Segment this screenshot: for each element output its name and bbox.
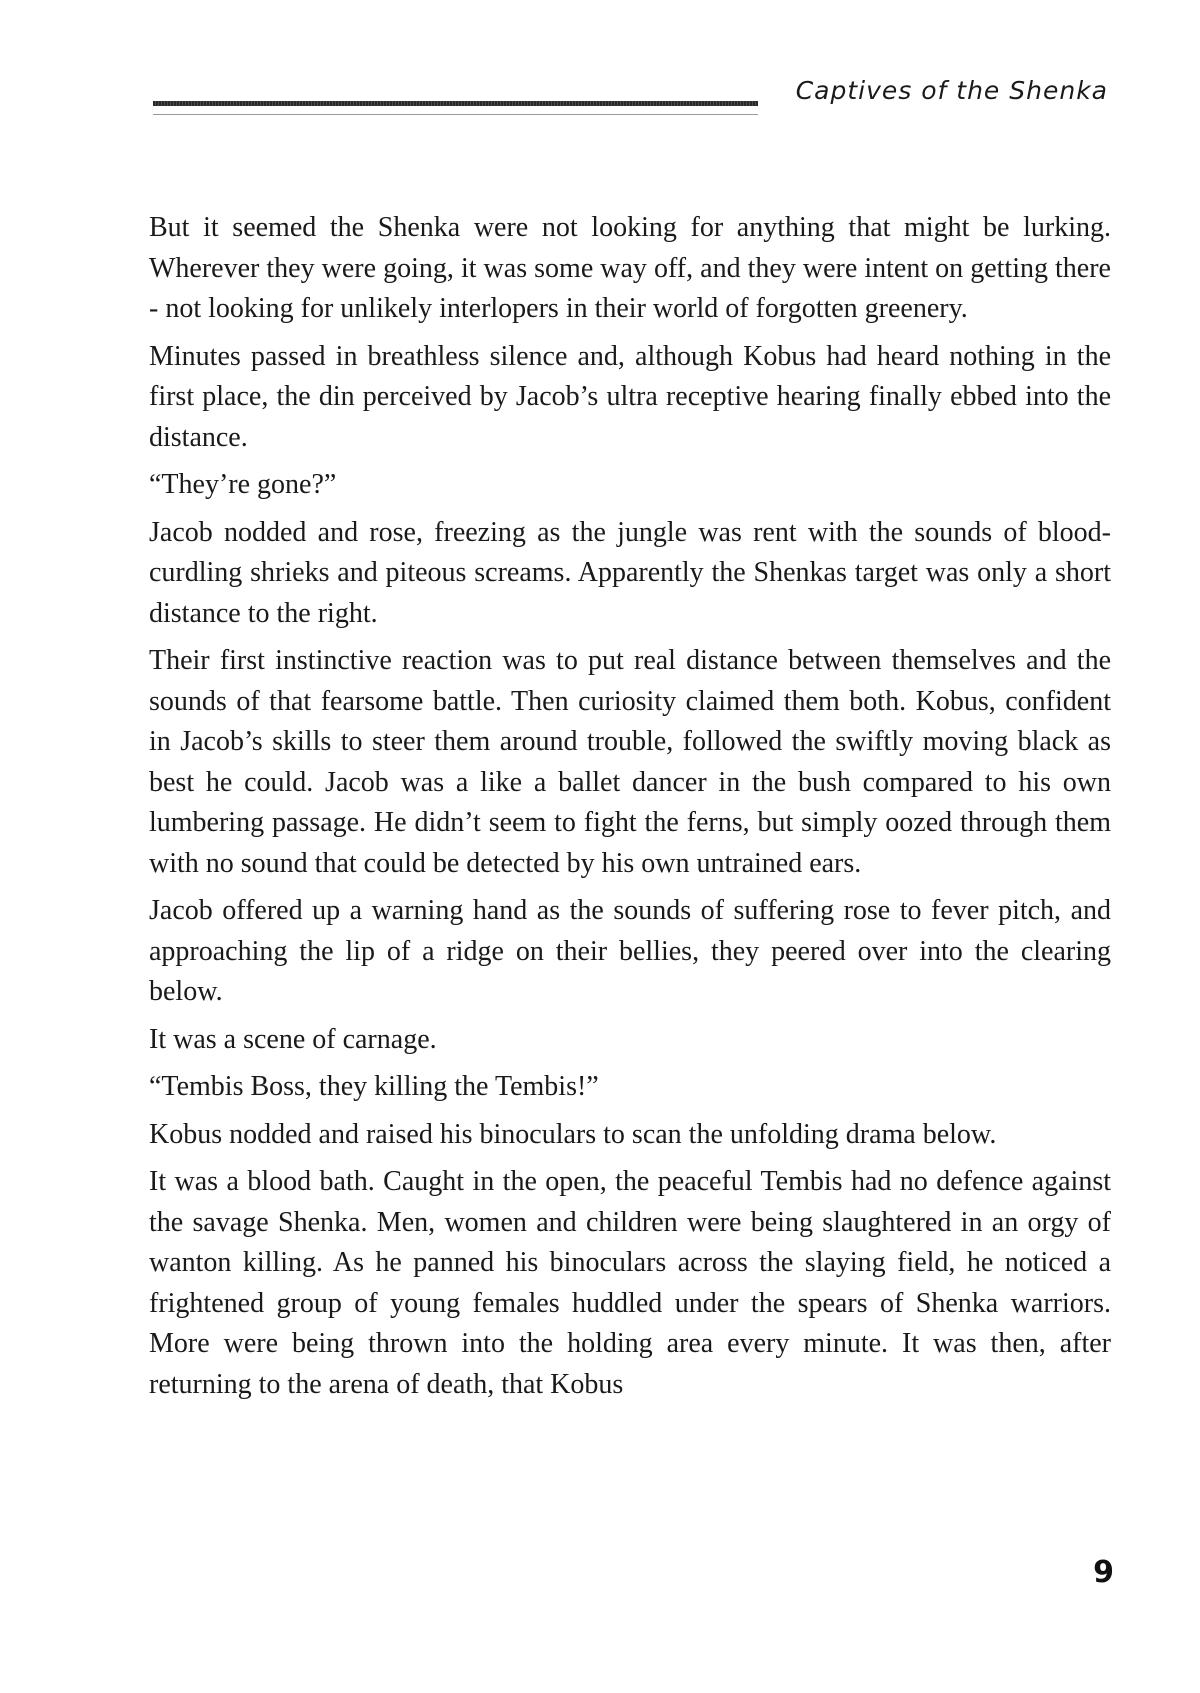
paragraph: “They’re gone?”	[149, 469, 337, 500]
paragraph: Minutes passed in breathless silence and, although Kobus had heard nothing in the first place, the din perceived by Jacob’s ultra receptive hearing finally ebbed into the distance.	[149, 340, 1111, 453]
page-number: 9	[1093, 1555, 1114, 1590]
paragraph: “Tembis Boss, they killing the Tembis!”	[149, 1071, 599, 1102]
paragraph: Jacob offered up a warning hand as the sounds of suffering rose to fever pitch, and approaching the lip of a ridge on their bellies, they peered over into the clearing below.	[149, 895, 1111, 1007]
paragraph: Kobus nodded and raised his binoculars to scan the unfolding drama below.	[149, 1118, 997, 1150]
header-rule-underline	[153, 114, 758, 115]
paragraph: It was a scene of carnage.	[149, 1023, 437, 1055]
paragraph: Their first instinctive reaction was to put real distance between themselves and the sounds of that fearsome battle. Then curiosity claimed them both. Kobus, confident in Jacob’s skills to steer them around trouble, followed the swiftly moving black as best he could. Jacob was a like a ballet dancer in the bush compared to his own lumbering passage. He didn’t seem to fight the ferns, but simply oozed through them with no sound that could be detected by his own untrained ears.	[149, 645, 1111, 879]
paragraph: It was a blood bath. Caught in the open, the peaceful Tembis had no defence against the savage Shenka. Men, women and children were being slaughtered in an orgy of wanton killing. As he panned his binoculars across the slaying field, he noticed a frightened group of young females huddled under the spears of Shenka warriors. More were being thrown into the holding area every minute. It was then, after returning to the arena of death, that Kobus	[149, 1166, 1111, 1400]
paragraph: But it seemed the Shenka were not looking for anything that might be lurking. Wherever they were going, it was some way off, and they were intent on getting there - not looking for unlikely interlopers in their world of forgotten greenery.	[149, 212, 1111, 324]
paragraph: Jacob nodded and rose, freezing as the jungle was rent with the sounds of blood-curdling shrieks and piteous screams. Apparently the Shenkas target was only a short distance to the right.	[149, 516, 1111, 629]
body-text	[149, 208, 1111, 1412]
running-title: Captives of the Shenka	[795, 76, 1108, 105]
header-rule	[153, 101, 758, 106]
